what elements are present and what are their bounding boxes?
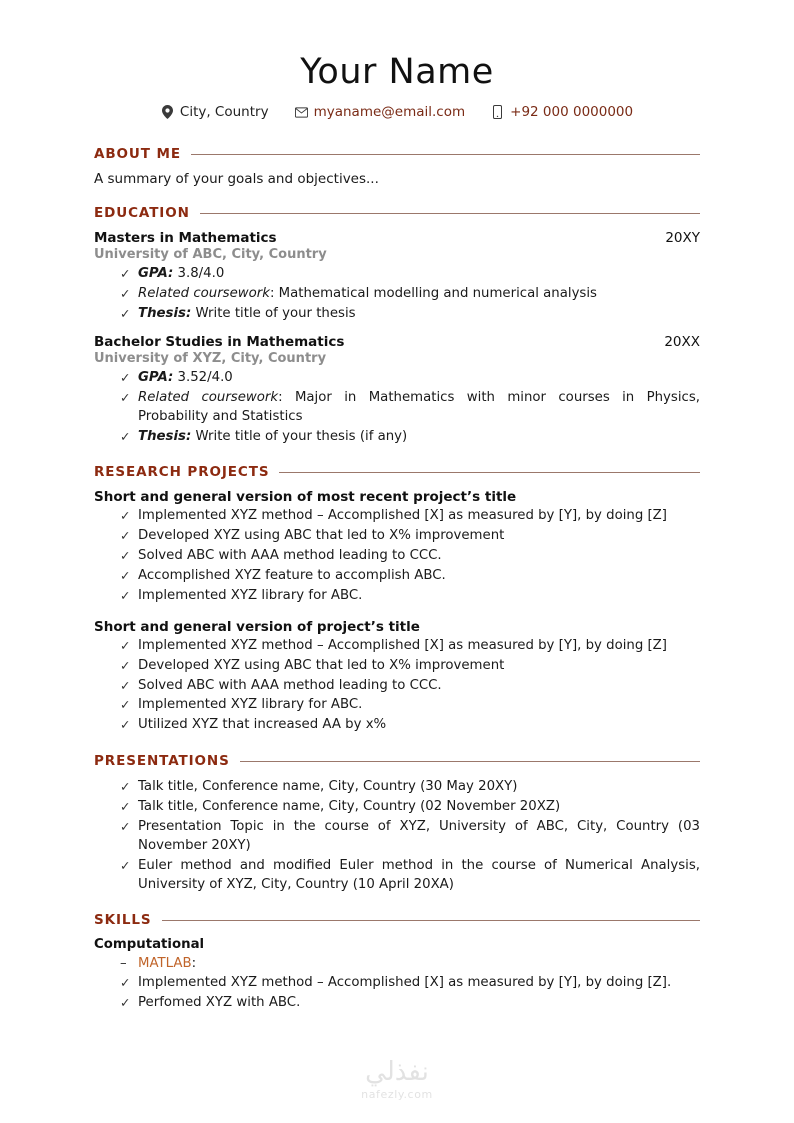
list-item: ✓ Euler method and modified Euler method in the course of Numerical Analysis, University of XYZ, City, Country (10 April 20XA) [120,857,700,895]
section-rule [200,213,700,214]
project-entry [94,489,700,605]
detail-label: Thesis: [138,306,192,321]
section-presentations [94,753,700,894]
detail-label: Related coursework [138,389,279,405]
presentations-list [94,778,700,894]
education-institution: University of ABC, City, Country [94,247,327,263]
section-research-projects [94,464,700,735]
section-skills [94,912,700,1012]
list-item: ✓ Solved ABC with AAA method leading to CCC. [120,547,700,566]
page-title: Your Name [300,52,494,92]
list-item [120,305,700,324]
education-entry [94,334,700,447]
list-item: ✓ Implemented XYZ library for ABC. [120,587,700,606]
contact-email[interactable] [295,104,466,120]
education-degree: Masters in Mathematics [94,230,277,247]
contact-location [161,104,269,120]
detail-label: Related coursework [138,286,270,302]
watermark-arabic-text: نفذلي [365,1057,429,1088]
section-heading-skills [94,912,700,928]
detail-label: Thesis: [138,428,192,444]
mobile-phone-icon [491,105,504,120]
section-rule [279,472,700,473]
list-item: ✓ Developed XYZ using ABC that led to X% improvement [120,527,700,546]
list-item: ✓ Implemented XYZ method – Accomplished [X] as measured by [Y], by doing [Z] [120,637,700,656]
project-bullets [94,507,700,605]
list-item [120,369,700,388]
education-institution: University of XYZ, City, Country [94,350,327,366]
section-education [94,205,700,446]
education-details-list [94,265,700,324]
list-item: ✓ Implemented XYZ library for ABC. [120,696,700,715]
contact-row [94,104,700,120]
detail-text: : Major in Mathematics with minor courses in Physics, Probability and Statistics [138,389,700,424]
section-rule [240,761,700,762]
section-title: SKILLS [94,912,152,929]
education-details-list [94,369,700,447]
contact-phone-text[interactable]: +92 000 0000000 [510,104,634,121]
list-item: ✓ Developed XYZ using ABC that led to X% improvement [120,657,700,676]
education-year: 20XX [664,333,700,350]
contact-email-text[interactable]: myaname@email.com [313,104,466,121]
list-item: ✓ Implemented XYZ method – Accomplished [X] as measured by [Y], by doing [Z] [120,507,700,526]
detail-label: GPA: [138,369,174,385]
location-pin-icon [161,105,174,120]
list-item [120,285,700,304]
list-item [120,428,700,447]
contact-location-text: City, Country [179,104,269,121]
list-item: ✓ Solved ABC with AAA method leading to CCC. [120,677,700,696]
skill-group-title: Computational [94,937,205,953]
section-rule [162,920,700,921]
section-about-me [94,146,700,187]
project-entry [94,619,700,735]
education-entry-header [94,230,700,246]
list-item: ✓ Talk title, Conference name, City, Country (02 November 20XZ) [120,798,700,817]
education-entry [94,230,700,324]
section-heading-about-me [94,146,700,162]
watermark [0,1058,794,1101]
watermark-latin-text: nafezly.com [361,1088,433,1101]
section-title: RESEARCH PROJECTS [94,464,270,481]
project-bullets [94,637,700,735]
envelope-icon [295,105,308,120]
education-entry-header [94,334,700,350]
section-title: PRESENTATIONS [94,753,230,770]
list-item [120,389,700,427]
detail-text: Write title of your thesis (if any) [191,428,408,444]
section-rule [191,154,700,155]
about-summary: A summary of your goals and objectives... [94,171,379,188]
detail-text: 3.52/4.0 [173,369,233,385]
detail-text: : Mathematical modelling and numerical analysis [269,286,597,302]
list-item [120,265,700,284]
contact-phone[interactable] [491,104,633,120]
section-heading-presentations [94,753,700,769]
detail-label: GPA: [138,266,174,282]
skill-tool-colon: : [191,956,197,972]
section-heading-research [94,464,700,480]
detail-text: Write title of your thesis [191,306,356,321]
list-item [120,954,700,973]
skill-tool-name: MATLAB [138,956,192,972]
list-item: ✓ Talk title, Conference name, City, Country (30 May 20XY) [120,778,700,797]
section-title: EDUCATION [94,205,190,222]
project-title: Short and general version of most recent project’s title [94,489,517,506]
section-title: ABOUT ME [94,146,181,163]
list-item: ✓ Implemented XYZ method – Accomplished [X] as measured by [Y], by doing [Z]. [120,974,700,993]
section-heading-education [94,205,700,221]
project-title: Short and general version of project’s title [94,618,420,635]
list-item: ✓ Presentation Topic in the course of XYZ, University of ABC, City, Country (03 November 20XY) [120,818,700,856]
detail-text: 3.8/4.0 [173,266,225,282]
education-degree: Bachelor Studies in Mathematics [94,333,345,350]
list-item: ✓ Utilized XYZ that increased AA by x% [120,716,700,735]
education-year: 20XY [665,230,700,247]
list-item: ✓ Perfomed XYZ with ABC. [120,994,700,1013]
list-item: ✓ Accomplished XYZ feature to accomplish ABC. [120,567,700,586]
skill-tools-list [94,954,700,973]
skill-bullets [94,974,700,1013]
